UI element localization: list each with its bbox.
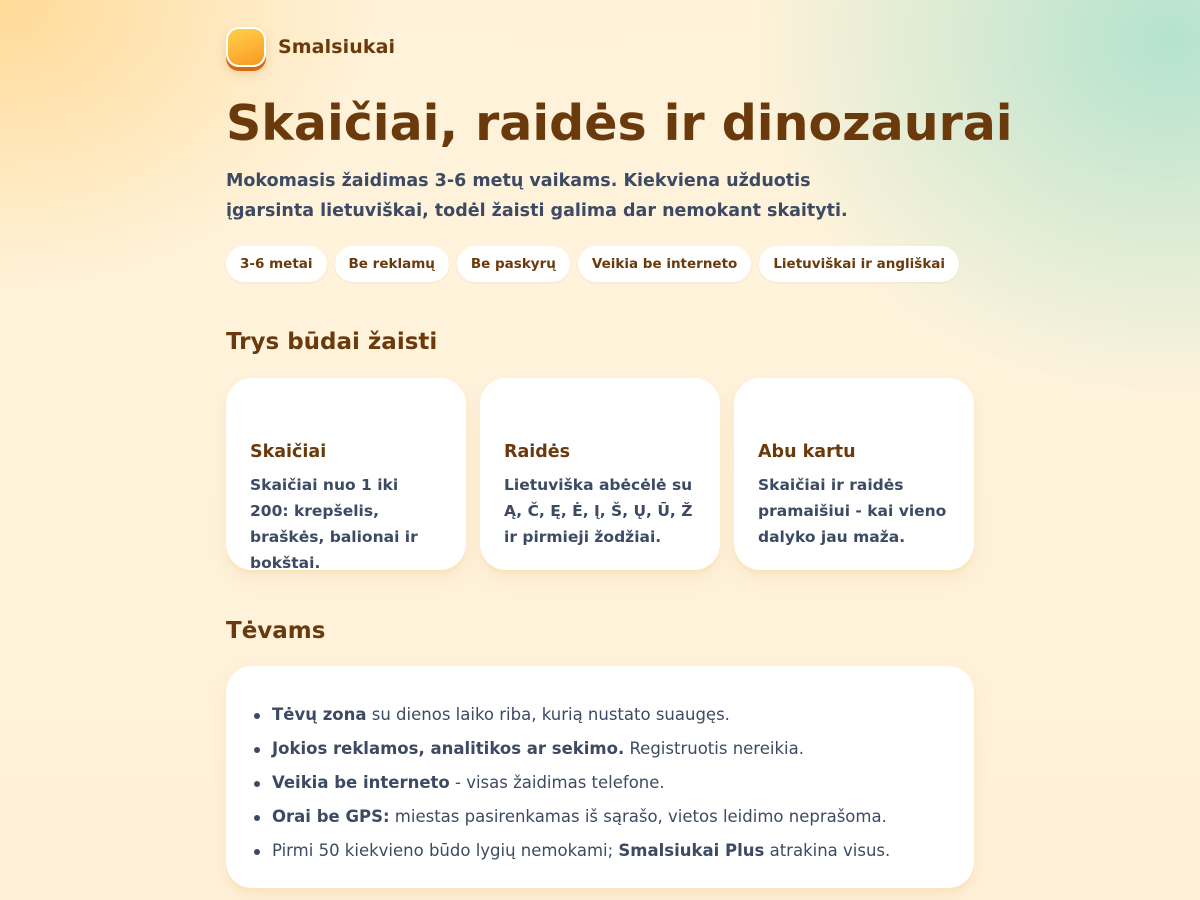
card-title: Abu kartu <box>758 442 856 462</box>
list-item-text: - visas žaidimas telefone. <box>449 773 665 792</box>
list-item-text: miestas pasirenkamas iš sąrašo, vietos leidimo neprašoma. <box>389 807 887 826</box>
brand[interactable] <box>226 24 395 70</box>
list-item <box>272 766 950 800</box>
logo-icon <box>226 27 266 67</box>
card-text: Lietuviška abėcėlė su Ą, Č, Ę, Ė, Į, Š, Ų, Ū, Ž ir pirmieji žodžiai. <box>504 476 693 546</box>
list-item-bold: Jokios reklamos, analitikos ar sekimo. <box>272 739 625 758</box>
parents-info-card <box>226 666 974 888</box>
list-item <box>272 800 950 834</box>
mode-cards <box>226 378 974 570</box>
list-item-bold: Veikia be interneto <box>272 773 450 792</box>
list-item-text: Registruotis nereikia. <box>624 739 804 758</box>
list-item-bold: Orai be GPS: <box>272 807 390 826</box>
mode-card-letters[interactable] <box>480 378 720 570</box>
tag-no-accounts: Be paskyrų <box>457 246 570 282</box>
list-item <box>272 698 950 732</box>
card-title: Raidės <box>504 442 571 462</box>
card-text: Skaičiai ir raidės pramaišiui - kai vieno dalyko jau maža. <box>758 476 947 546</box>
mode-card-numbers[interactable] <box>226 378 466 570</box>
tag-no-ads: Be reklamų <box>335 246 449 282</box>
list-item <box>272 732 950 766</box>
intro-text: Mokomasis žaidimas 3-6 metų vaikams. Kiekviena užduotis įgarsinta lietuviškai, todėl žaisti galima dar nemokant skaityti. <box>226 171 848 221</box>
tag-age: 3-6 metai <box>226 246 327 282</box>
tag-languages: Lietuviškai ir angliškai <box>759 246 959 282</box>
modes-heading: Trys būdai žaisti <box>226 329 438 355</box>
list-item-bold: Tėvų zona <box>272 705 367 724</box>
mode-card-both[interactable] <box>734 378 974 570</box>
tag-offline: Veikia be interneto <box>578 246 751 282</box>
list-item <box>272 834 950 868</box>
list-item-bold: Smalsiukai Plus <box>618 841 765 860</box>
page-title: Skaičiai, raidės ir dinozaurai <box>226 95 1013 152</box>
brand-name: Smalsiukai <box>278 36 396 58</box>
card-text: Skaičiai nuo 1 iki 200: krepšelis, braškės, balionai ir bokštai. <box>250 476 418 572</box>
list-item-text: su dienos laiko riba, kurią nustato suaugęs. <box>366 705 730 724</box>
parents-heading: Tėvams <box>226 618 326 644</box>
card-title: Skaičiai <box>250 442 327 462</box>
list-item-text: atrakina visus. <box>764 841 891 860</box>
feature-tags <box>226 246 959 282</box>
parents-list <box>272 698 950 868</box>
list-item-text: Pirmi 50 kiekvieno būdo lygių nemokami; <box>272 841 619 860</box>
